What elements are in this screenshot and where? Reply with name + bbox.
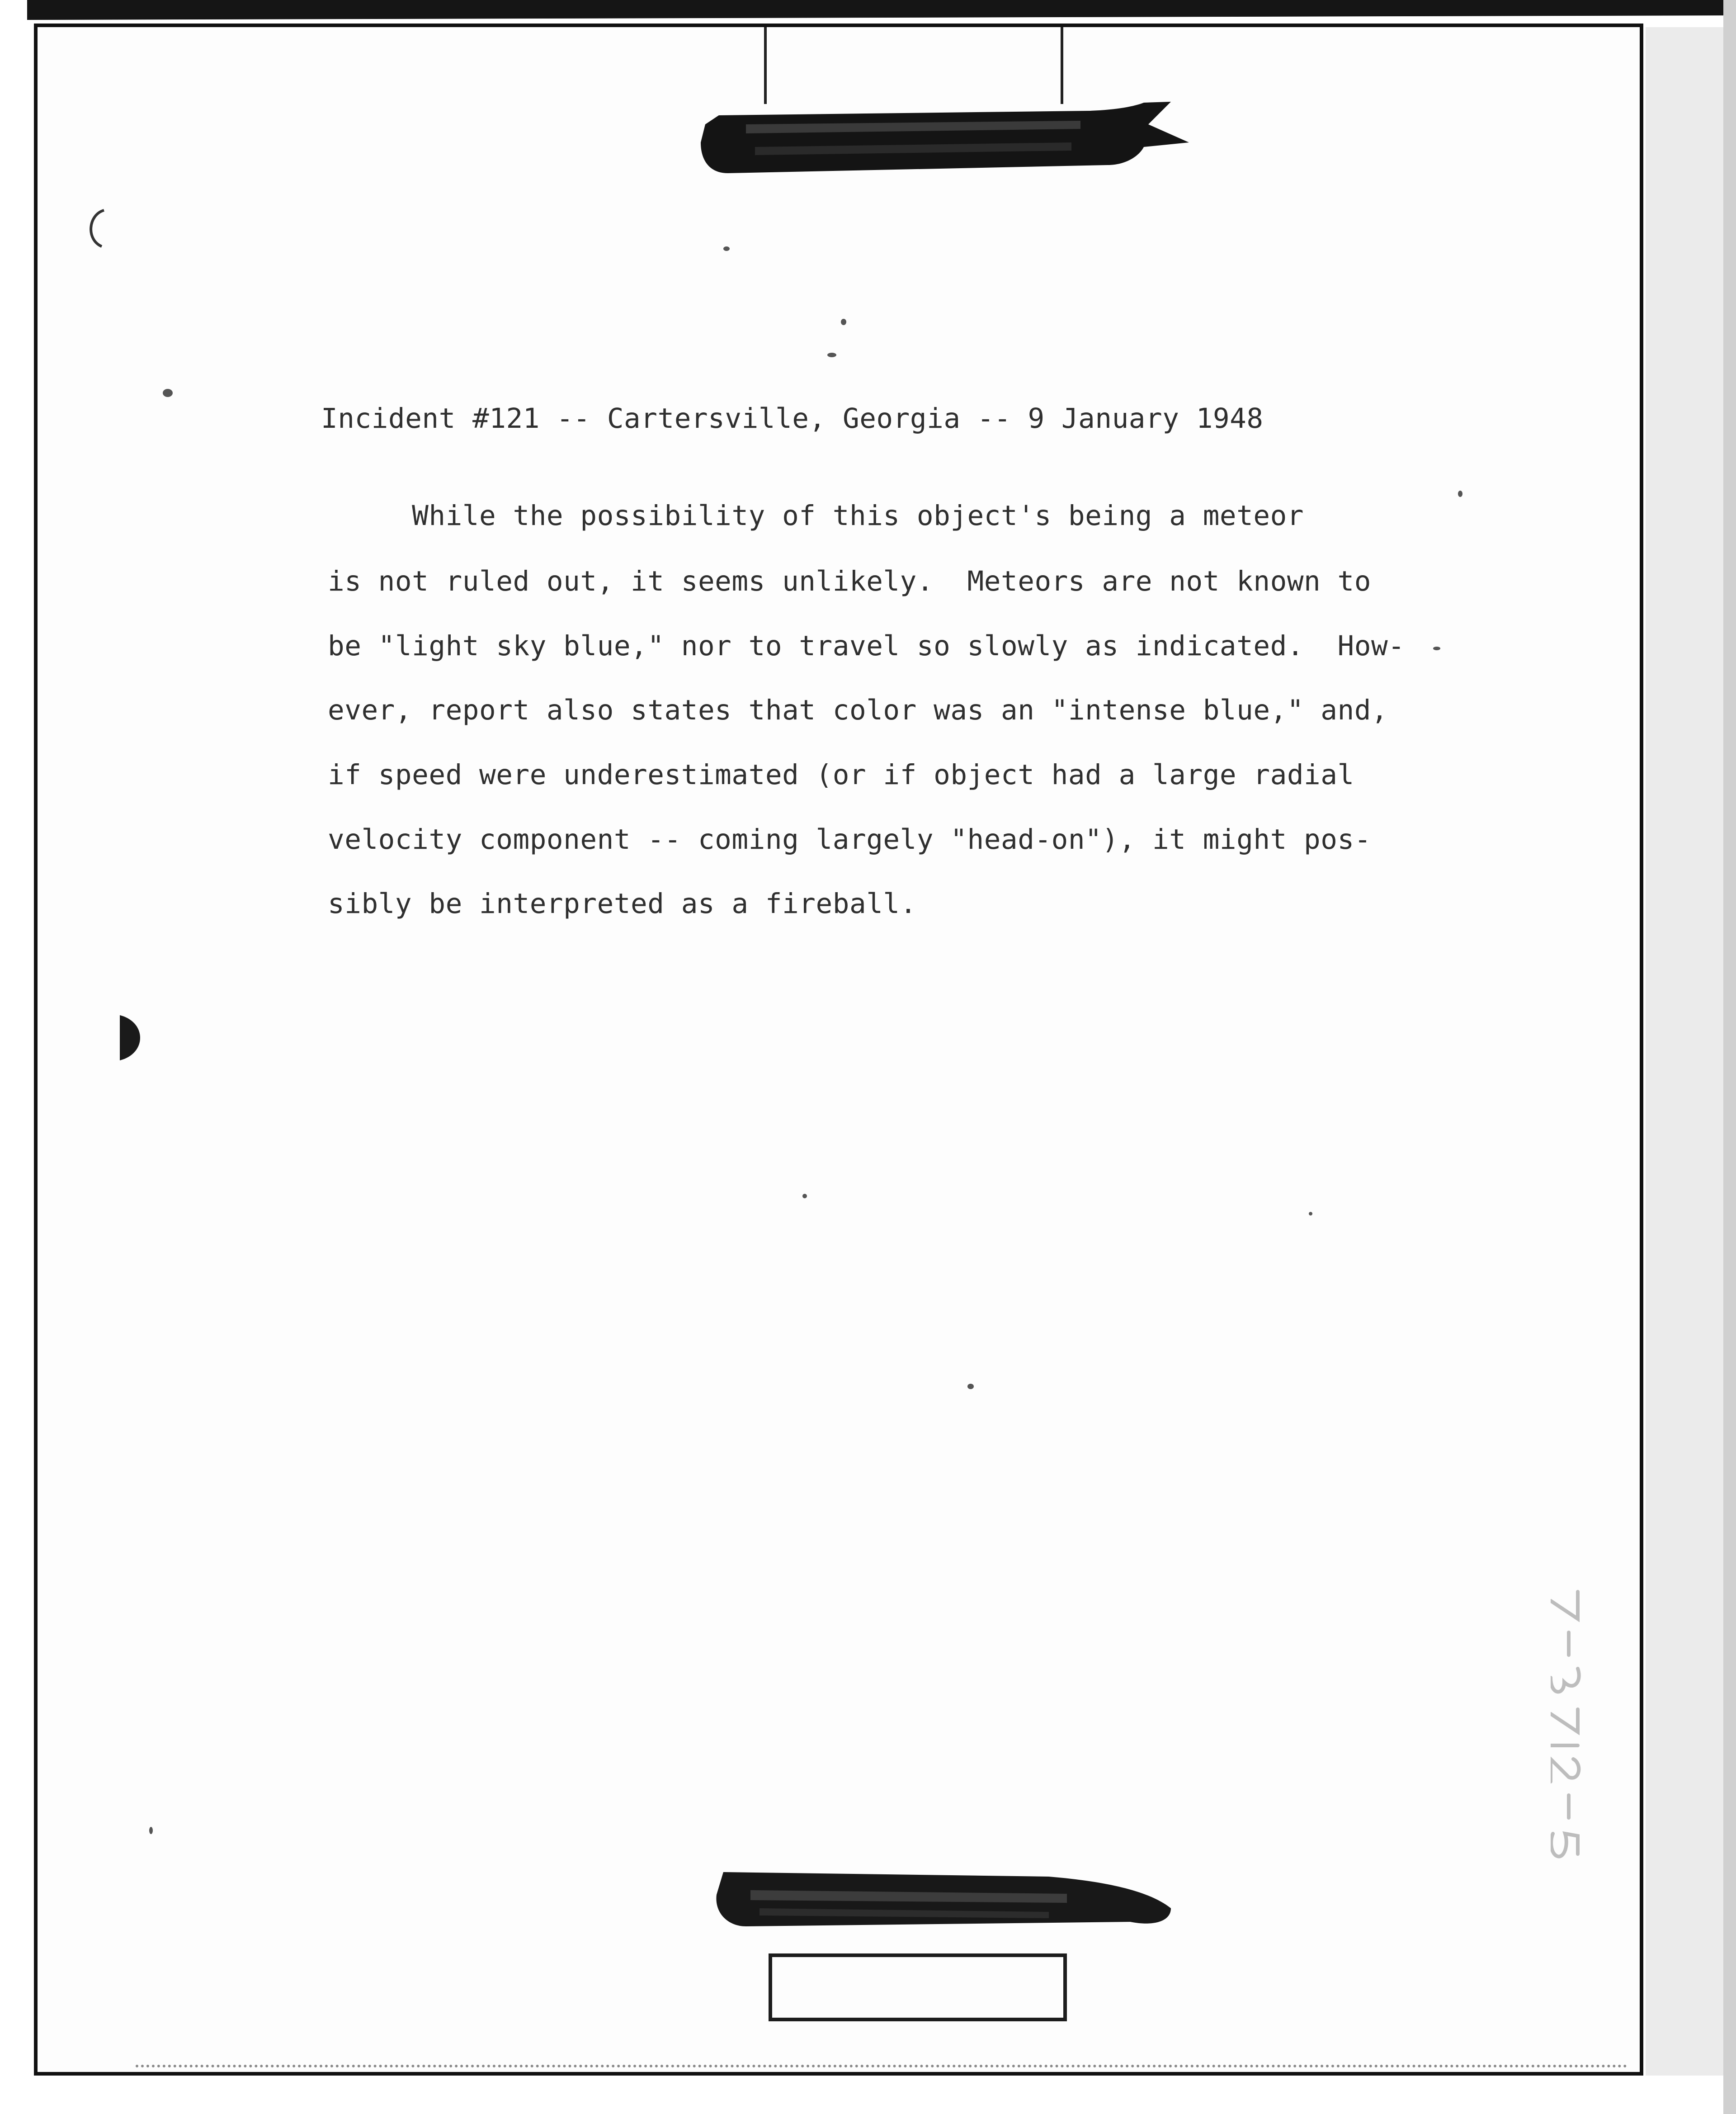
body-line-3: be "light sky blue," nor to travel so slowly as indicated. How- <box>328 630 1405 662</box>
handwritten-file-number <box>1551 1583 1641 1990</box>
restricted-stamp-top <box>692 97 1198 174</box>
scan-speck <box>802 1194 807 1198</box>
body-line-1: While the possibility of this object's being a meteor <box>328 500 1304 532</box>
scan-speck <box>163 389 173 397</box>
scan-right-border <box>1723 0 1736 2114</box>
page-right-shadow <box>1646 27 1727 2076</box>
scan-bottom-dotted-line <box>136 2062 1628 2067</box>
bottom-stamp-box <box>769 1953 1067 2021</box>
body-line-2: is not ruled out, it seems unlikely. Meteors are not known to <box>328 565 1371 597</box>
body-line-6: velocity component -- coming largely "head-on"), it might pos- <box>328 823 1371 856</box>
punch-hole-mark-left <box>84 208 111 249</box>
body-line-5: if speed were underestimated (or if object had a large radial <box>328 759 1354 791</box>
paper-sheet <box>34 24 1643 2076</box>
scan-speck <box>967 1384 974 1389</box>
restricted-stamp-bottom <box>705 1859 1175 1944</box>
punch-hole-mark-middle <box>115 1013 147 1063</box>
incident-heading: Incident #121 -- Cartersville, Georgia -- 9 January 1948 <box>321 402 1264 435</box>
scan-speck <box>1458 491 1462 497</box>
scan-speck <box>841 319 846 325</box>
top-stamp-box <box>764 27 1063 104</box>
body-line-4: ever, report also states that color was an "intense blue," and, <box>328 694 1388 726</box>
scan-speck <box>723 246 730 251</box>
scan-top-border <box>27 0 1736 20</box>
scan-speck <box>149 1827 153 1834</box>
scan-speck <box>1433 647 1440 650</box>
body-line-7: sibly be interpreted as a fireball. <box>328 888 917 920</box>
scan-speck <box>1309 1212 1312 1215</box>
scan-speck <box>827 353 836 357</box>
